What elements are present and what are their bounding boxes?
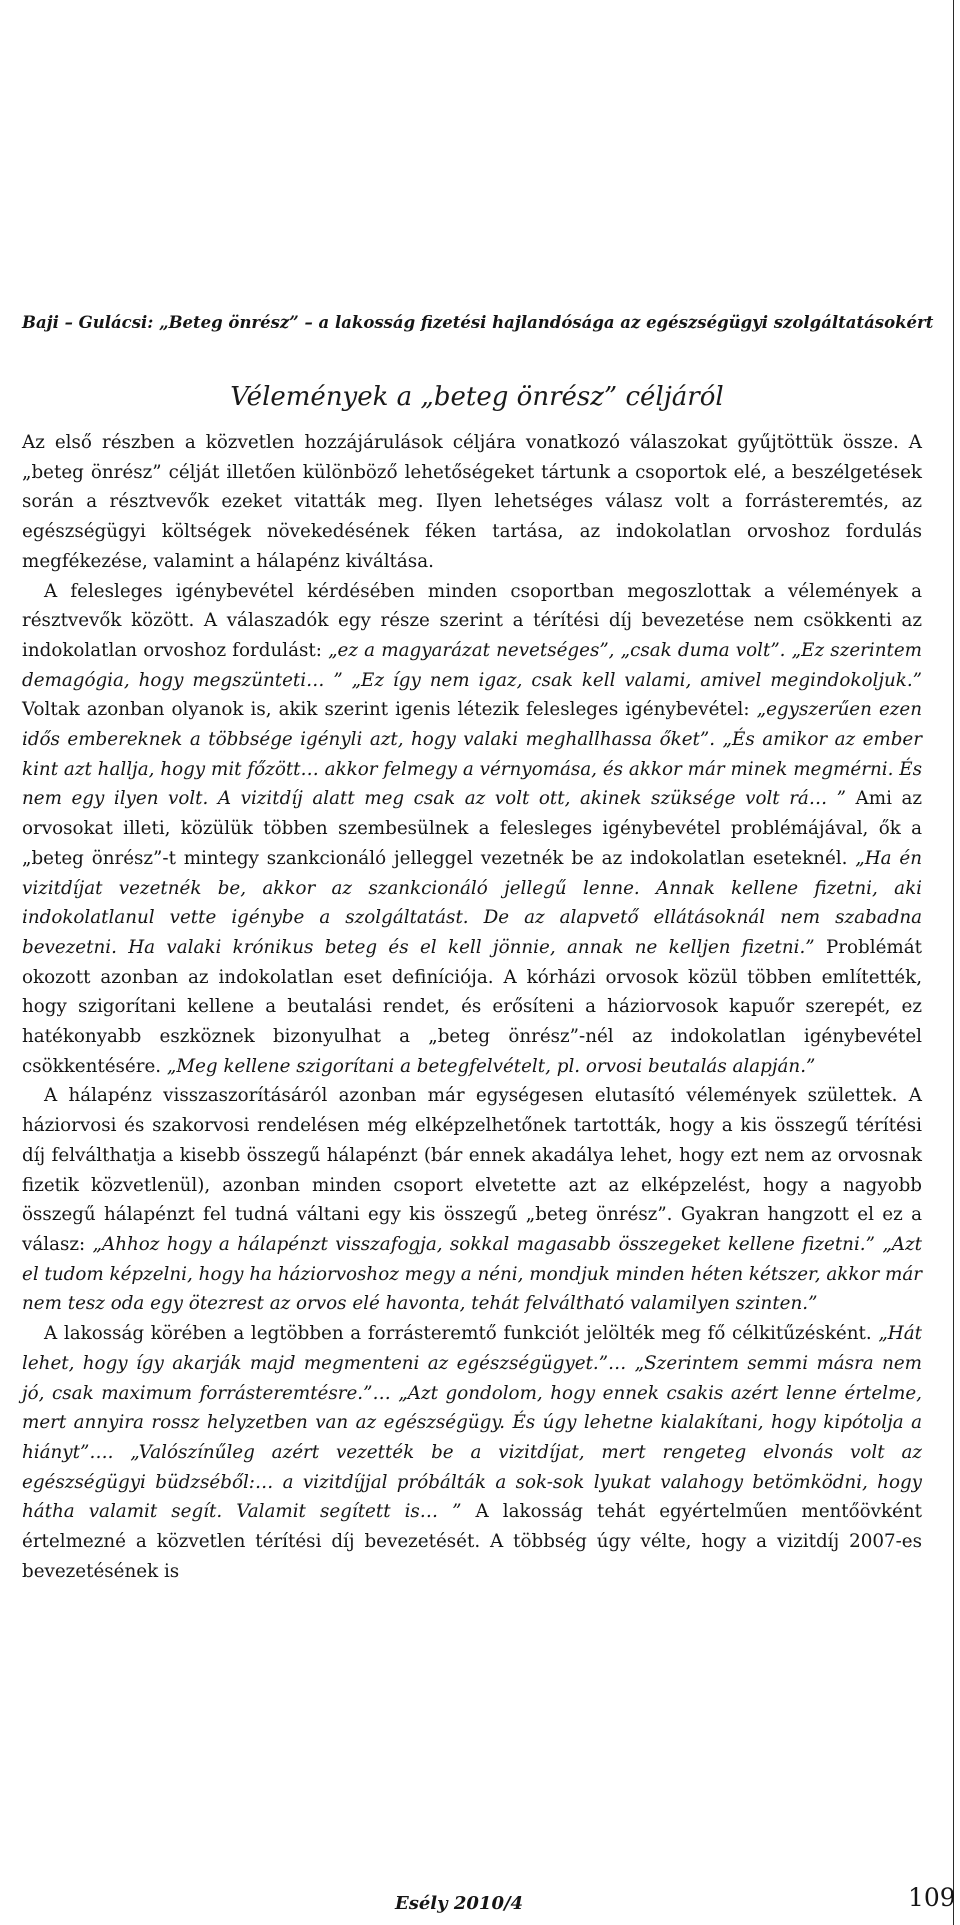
page-edge-rule (953, 0, 954, 1925)
paragraph-3-quote-1: „Ahhoz hogy a hálapénzt visszafogja, sokkal magasabb összegeket kellene fizetni.” „Azt el tudom képzelni, hogy ha háziorvoshoz megy a néni, mondjuk minden héten kétszer, akkor már nem tesz oda egy ötezrest az orvos elé havonta, tehát felváltható valamilyen szinten.” (22, 1233, 922, 1315)
paragraph-4 (22, 1319, 922, 1586)
paragraph-4-text-1: A lakosság körében a legtöbben a forrásteremtő funkciót jelölték meg fő célkitűzésként. (44, 1323, 879, 1345)
paragraph-1-text: Az első részben a közvetlen hozzájárulások céljára vonatkozó válaszokat gyűjtöttük össze. A „beteg önrész” célját illetően különböző lehetőségeket tártunk a csoportok elé, a beszélgetések során a résztvevők ezeket vitatták meg. Ilyen lehetséges válasz volt a forrásteremtés, az egészségügyi költségek növekedésének féken tartása, az indokolatlan orvoshoz fordulás megfékezése, valamint a hálapénz kiváltása. (22, 432, 922, 572)
paragraph-2-text-1: A felesleges igénybevétel kérdésében minden csoportban megoszlottak a vélemények a résztvevők között. A válaszadók egy része szerint a térítési díj bevezetése nem csökkenti az indokolatlan orvoshoz fordulást: (22, 580, 922, 661)
paragraph-2-quote-2: „egyszerűen ezen idős embereknek a többsége igényli azt, hogy valaki meghallhassa őket”. „És amikor az ember kint azt hallja, hogy mit főzött… akkor felmegy a vérnyomása, és akkor már minek megmérni. És nem egy ilyen volt. A vizitdíj alatt meg csak az volt ott, akinek szüksége volt rá… ” (22, 699, 922, 810)
paragraph-3-text-1: A hálapénz visszaszorításáról azonban már egységesen elutasító vélemények születtek. A háziorvosi és szakorvosi rendelésen még elképzelhetőnek tartották, hogy a kis összegű térítési díj felválthatja a kisebb összegű hálapénzt (bár ennek akadálya lehet, hogy ezt nem az orvosnak fizetik közvetlenül), azonban minden csoport elvetette azt az elképzelést, hogy a nagyobb összegű hálapénzt fel tudná váltani egy kis összegű „beteg önrész”. Gyakran hangzott el ez a válasz: (22, 1085, 922, 1255)
page-number: 109 (908, 1883, 956, 1912)
paragraph-2-quote-4: „Meg kellene szigorítani a betegfelvételt, pl. orvosi beutalás alapján.” (166, 1055, 816, 1077)
paragraph-2-quote-3: „Ha én vizitdíjat vezetnék be, akkor az szankcionáló jellegű lenne. Annak kellene fizetni, aki indokolatlanul vette igénybe a szolgáltatást. De az alapvető ellátásoknál nem szabadna bevezetni. Ha valaki krónikus beteg és el kell jönnie, annak ne kelljen fizetni.” (22, 847, 923, 958)
footer-journal: Esély 2010/4 (395, 1893, 524, 1914)
paragraph-4-quote-1: „Hát lehet, hogy így akarják majd megmenteni az egészségügyet.”… „Szerintem semmi másra nem jó, csak maximum forrásteremtésre.”… „Azt gondolom, hogy ennek csakis azért lenne értelme, mert annyira rossz helyzetben van az egészségügy. És úgy lehetne kialakítani, hogy kipótolja a hiányt”…. „Valószínűleg azért vezették be a vizitdíjat, mert rengeteg elvonás volt az egészségügyi büdzséből:… a vizitdíjjal próbálták a sok-sok lyukat valahogy betömködni, hogy hátha valamit segít. Valamit segített is… ” (22, 1323, 922, 1523)
section-title: Vélemények a „beteg önrész” céljáról (230, 382, 724, 412)
paragraph-2-text-2: Voltak azonban olyanok is, akik szerint igenis létezik felesleges igénybevétel: (22, 699, 757, 721)
paragraph-1 (22, 428, 922, 577)
running-head: Baji – Gulácsi: „Beteg önrész” – a lakosság fizetési hajlandósága az egészségügyi szolgáltatásokért (22, 313, 934, 332)
paragraph-3 (22, 1081, 922, 1319)
body-text (22, 428, 922, 1586)
paragraph-2-text-3: Ami az orvosokat illeti, közülük többen szembesülnek a felesleges igénybevétel problémájával, ők a „beteg önrész”-t mintegy szankcionáló jelleggel vezetnék be az indokolatlan eseteknél. (22, 788, 922, 869)
paragraph-2-text-4: Problémát okozott azonban az indokolatlan eset definíciója. A kórházi orvosok közül többen említették, hogy szigorítani kellene a beutalási rendet, és erősíteni a háziorvosok kapuőr szerepét, ez hatékonyabb eszköznek bizonyulhat a „beteg önrész”-nél az indokolatlan igénybevétel csökkentésére. (22, 936, 922, 1077)
paragraph-2 (22, 577, 922, 1082)
paragraph-4-text-2: A lakosság tehát egyértelműen mentőövként értelmezné a közvetlen térítési díj bevezetését. A többség úgy vélte, hogy a vizitdíj 2007-es bevezetésének is (22, 1501, 922, 1582)
paragraph-2-quote-1: „ez a magyarázat nevetséges”, „csak duma volt”. „Ez szerintem demagógia, hogy megszünteti… ” „Ez így nem igaz, csak kell valami, amivel megindokoljuk.” (22, 639, 923, 691)
